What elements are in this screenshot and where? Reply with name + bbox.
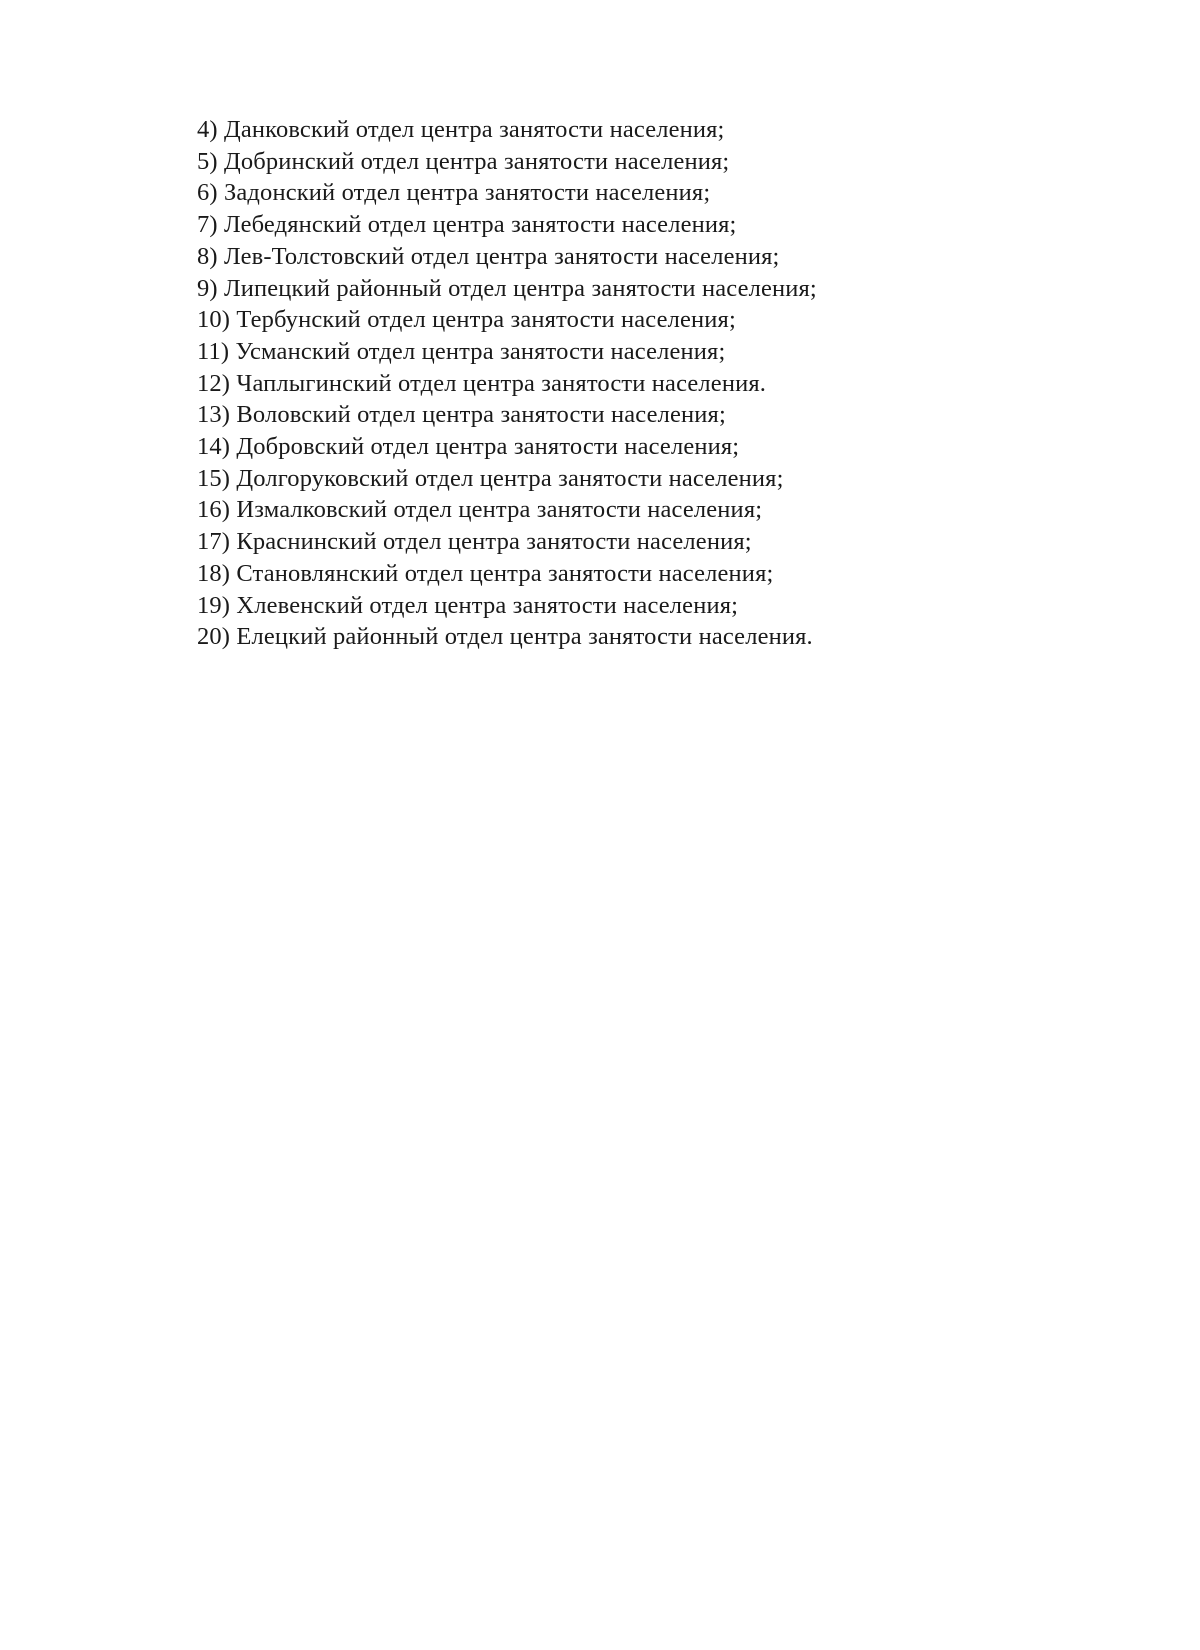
list-item: 17) Краснинский отдел центра занятости населения; [197,528,752,556]
list-item: 11) Усманский отдел центра занятости населения; [197,337,726,365]
list-item: 13) Воловский отдел центра занятости населения; [197,401,726,429]
list-item: 15) Долгоруковский отдел центра занятости населения; [197,464,784,492]
list-item: 18) Становлянский отдел центра занятости населения; [197,559,774,587]
list-item: 10) Тербунский отдел центра занятости населения; [197,306,736,334]
list-item: 8) Лев-Толстовский отдел центра занятости населения; [197,242,780,270]
list-item: 6) Задонский отдел центра занятости населения; [197,179,711,207]
list-item: 5) Добринский отдел центра занятости населения; [197,147,730,175]
list-item: 20) Елецкий районный отдел центра занятости населения. [197,623,813,651]
list-item: 4) Данковский отдел центра занятости населения; [197,116,725,143]
list-item: 19) Хлевенский отдел центра занятости населения; [197,591,739,619]
list-item: 12) Чаплыгинский отдел центра занятости населения. [197,369,767,397]
list-item: 9) Липецкий районный отдел центра занятости населения; [197,274,817,302]
list-item: 16) Измалковский отдел центра занятости населения; [197,496,763,524]
list-item: 14) Добровский отдел центра занятости населения; [197,433,740,461]
employment-offices-list [197,114,1097,653]
list-item: 7) Лебедянский отдел центра занятости населения; [197,211,737,239]
